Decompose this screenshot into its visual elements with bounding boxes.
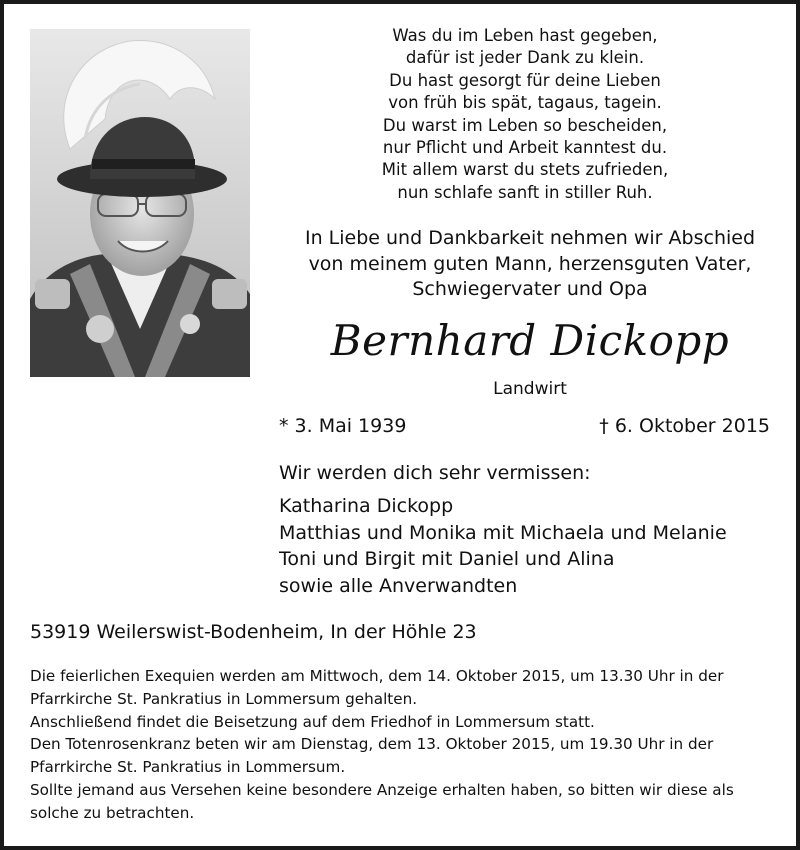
- poem-line: nur Pflicht und Arbeit kanntest du.: [382, 138, 668, 158]
- family-address: 53919 Weilerswist-Bodenheim, In der Höhle 23: [30, 621, 477, 643]
- deceased-name: Bernhard Dickopp: [330, 316, 730, 365]
- deceased-occupation: Landwirt: [493, 379, 567, 399]
- birth-date: * 3. Mai 1939: [279, 415, 407, 437]
- portrait-photo: [30, 29, 250, 377]
- mourner-name: sowie alle Anverwandten: [279, 574, 518, 597]
- memorial-poem: [330, 25, 720, 204]
- mourners-list: [279, 493, 727, 599]
- funeral-notice: [30, 665, 775, 825]
- notice-paragraph: Die feierlichen Exequien werden am Mittwoch, dem 14. Oktober 2015, um 13.30 Uhr in der Pfarrkirche St. Pankratius in Lommersum gehalten.: [30, 667, 724, 708]
- death-date: † 6. Oktober 2015: [599, 415, 770, 437]
- poem-line: von früh bis spät, tagaus, tagein.: [388, 93, 662, 113]
- notice-paragraph: Sollte jemand aus Versehen keine besondere Anzeige erhalten haben, so bitten wir diese als solche zu betrachten.: [30, 780, 734, 822]
- poem-line: dafür ist jeder Dank zu klein.: [405, 48, 645, 68]
- notice-paragraph: Den Totenrosenkranz beten wir am Dienstag, dem 13. Oktober 2015, um 19.30 Uhr in der Pfarrkirche St. Pankratius in Lommersum.: [30, 735, 714, 777]
- mourner-name: Toni und Birgit mit Daniel und Alina: [279, 548, 615, 570]
- intro-line: In Liebe und Dankbarkeit nehmen wir Abschied: [304, 227, 756, 249]
- mourners-heading: Wir werden dich sehr vermissen:: [279, 462, 591, 484]
- portrait-photo-icon: [30, 29, 250, 377]
- farewell-intro: [270, 226, 790, 303]
- intro-line: von meinem guten Mann, herzensguten Vater,: [308, 252, 752, 275]
- poem-line: Mit allem warst du stets zufrieden,: [381, 160, 669, 180]
- poem-line: Du hast gesorgt für deine Lieben: [389, 70, 661, 90]
- poem-line: Du warst im Leben so bescheiden,: [382, 115, 668, 135]
- mourner-name: Katharina Dickopp: [279, 495, 454, 517]
- mourner-name: Matthias und Monika mit Michaela und Melanie: [279, 521, 727, 544]
- intro-line: Schwiegervater und Opa: [412, 278, 648, 300]
- notice-paragraph: Anschließend findet die Beisetzung auf dem Friedhof in Lommersum statt.: [30, 712, 595, 731]
- poem-line: Was du im Leben hast gegeben,: [392, 26, 658, 45]
- poem-line: nun schlafe sanft in stiller Ruh.: [397, 182, 653, 202]
